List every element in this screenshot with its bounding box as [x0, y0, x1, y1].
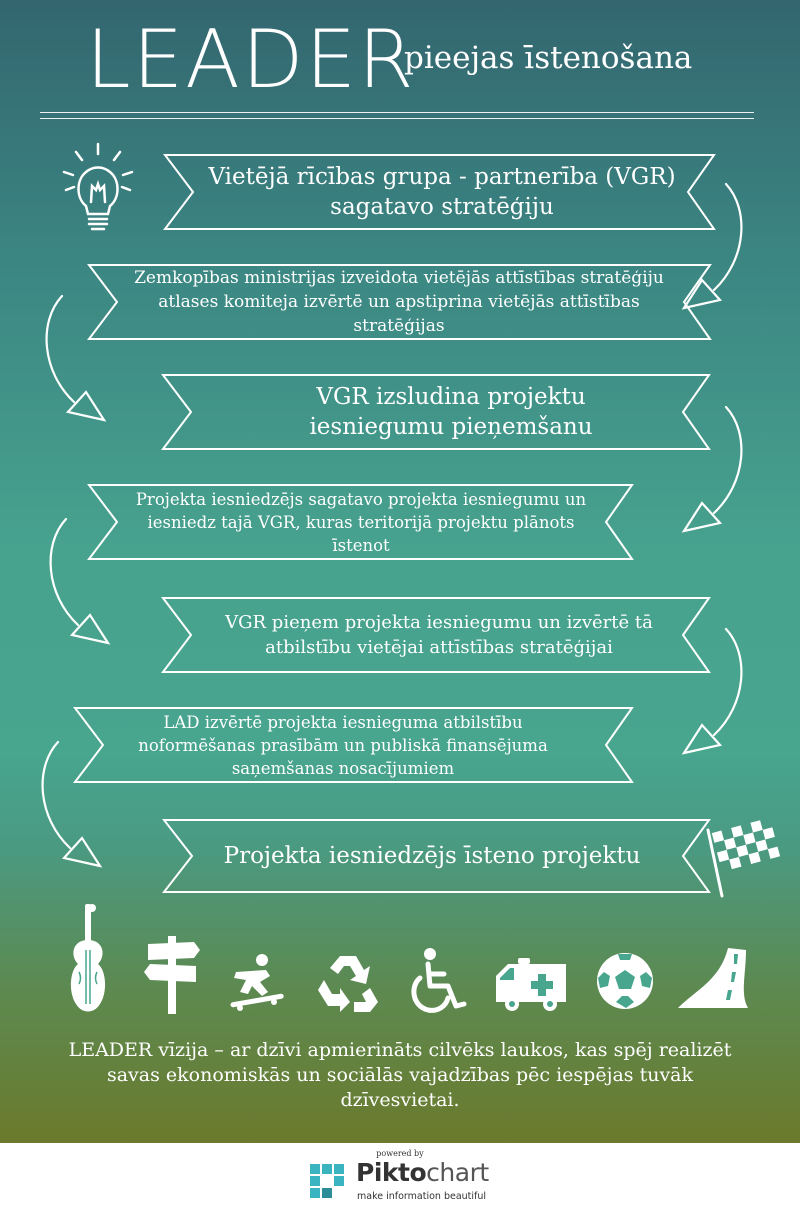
step-3 — [161, 373, 711, 451]
step-1 — [163, 153, 716, 231]
curved-arrow-left — [34, 738, 104, 873]
vision-statement: LEADER vīzija – ar dzīvi apmierināts cilvēks laukos, kas spēj realizēt savas ekonomiskās un sociālās vajadzības pēc iespējas tuvāk dzīvesvietai. — [68, 1039, 732, 1111]
divider — [40, 118, 754, 119]
step-2-text: Zemkopības ministrijas izveidota vietējās attīstības stratēģiju atlases komiteja izvērtē un apstiprina vietējās attīstības stratēģijas — [134, 268, 664, 336]
recycle-icon — [316, 952, 380, 1014]
curved-arrow-left — [42, 515, 112, 650]
step-6 — [73, 706, 634, 784]
step-3-text: VGR izsludina projektu iesniegumu pieņemšanu — [309, 384, 593, 440]
soccer-ball-icon — [594, 950, 656, 1012]
brand-bold: Pikto — [356, 1158, 427, 1187]
checkered-flag-icon — [700, 808, 780, 900]
step-7-text: Projekta iesniedzējs īsteno projektu — [223, 843, 641, 869]
brand-tagline: make information beautiful — [357, 1191, 487, 1202]
piktochart-logo-icon[interactable] — [308, 1162, 348, 1202]
curved-arrow-right — [680, 403, 750, 538]
powered-by-label: powered by — [376, 1149, 424, 1158]
violin-icon — [62, 900, 114, 1020]
step-4-text: Projekta iesniedzējs sagatavo projekta iesniegumu un iesniedz tajā VGR, kuras teritorijā projektu plānots īstenot — [135, 489, 587, 555]
brand-light: chart — [426, 1158, 489, 1187]
curved-arrow-left — [38, 292, 108, 427]
road-icon — [676, 944, 750, 1010]
signpost-icon — [142, 934, 202, 1016]
ambulance-icon — [494, 956, 568, 1012]
step-2 — [87, 263, 712, 341]
step-1-text: Vietējā rīcības grupa - partnerība (VGR) sagatavo stratēģiju — [208, 164, 676, 220]
page-subtitle: pieejas īstenošana — [404, 40, 693, 76]
step-7 — [162, 818, 711, 894]
page-title: LEADER — [86, 13, 416, 106]
curved-arrow-right — [680, 625, 750, 760]
skateboarder-icon — [226, 952, 288, 1012]
divider — [40, 112, 754, 113]
piktochart-brand[interactable] — [356, 1158, 489, 1187]
step-6-text: LAD izvērtē projekta iesnieguma atbilstību noformēšanas prasībām un publiskā finansējuma saņemšanas nosacījumiem — [138, 712, 548, 778]
wheelchair-icon — [406, 946, 470, 1016]
lightbulb-icon — [58, 140, 138, 236]
step-5-text: VGR pieņem projekta iesniegumu un izvērtē tā atbilstību vietējai attīstības stratēģijai — [225, 612, 653, 658]
step-5 — [161, 596, 711, 674]
step-4 — [87, 483, 634, 561]
